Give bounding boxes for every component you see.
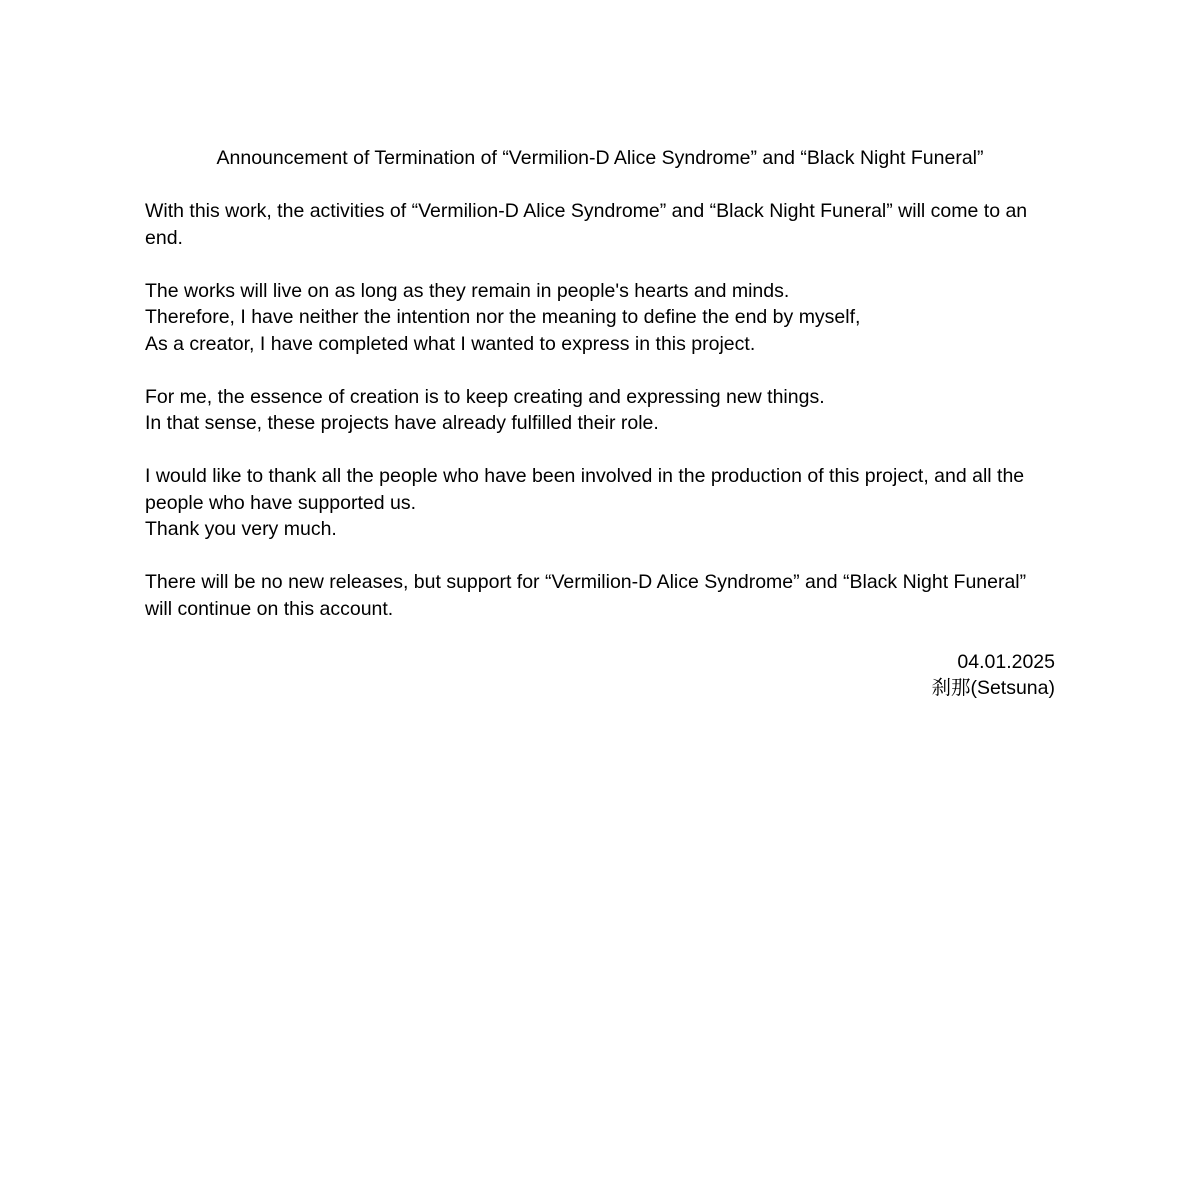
document-date: 04.01.2025 (957, 650, 1055, 673)
paragraph-line: There will be no new releases, but support for “Vermilion-D Alice Syndrome” and “Black Night Funeral” will continue on this account. (145, 571, 1027, 620)
paragraph-works-live-on (145, 278, 1055, 358)
paragraph-line: I would like to thank all the people who have been involved in the production of this project, and all the people who have supported us. (145, 465, 1025, 514)
paragraph-end-of-activities (145, 198, 1055, 251)
paragraph-support-continues (145, 569, 1055, 622)
paragraph-line: As a creator, I have completed what I wanted to express in this project. (145, 332, 756, 355)
paragraph-line: With this work, the activities of “Vermilion-D Alice Syndrome” and “Black Night Funeral” will come to an end. (145, 200, 1028, 249)
paragraph-line: In that sense, these projects have already fulfilled their role. (145, 412, 659, 434)
paragraph-line: The works will live on as long as they remain in people's hearts and minds. (145, 279, 790, 302)
document-author: 刹那(Setsuna) (931, 677, 1055, 699)
document-title: Announcement of Termination of “Vermilion-D Alice Syndrome” and “Black Night Funeral” (216, 147, 984, 169)
paragraph-line: Thank you very much. (145, 518, 337, 540)
paragraph-thanks (145, 463, 1055, 543)
paragraph-line: Therefore, I have neither the intention nor the meaning to define the end by myself, (145, 306, 861, 328)
paragraph-line: For me, the essence of creation is to keep creating and expressing new things. (145, 385, 825, 408)
signature-block (145, 649, 1055, 702)
paragraph-essence-of-creation (145, 384, 1055, 437)
announcement-document (145, 145, 1055, 702)
